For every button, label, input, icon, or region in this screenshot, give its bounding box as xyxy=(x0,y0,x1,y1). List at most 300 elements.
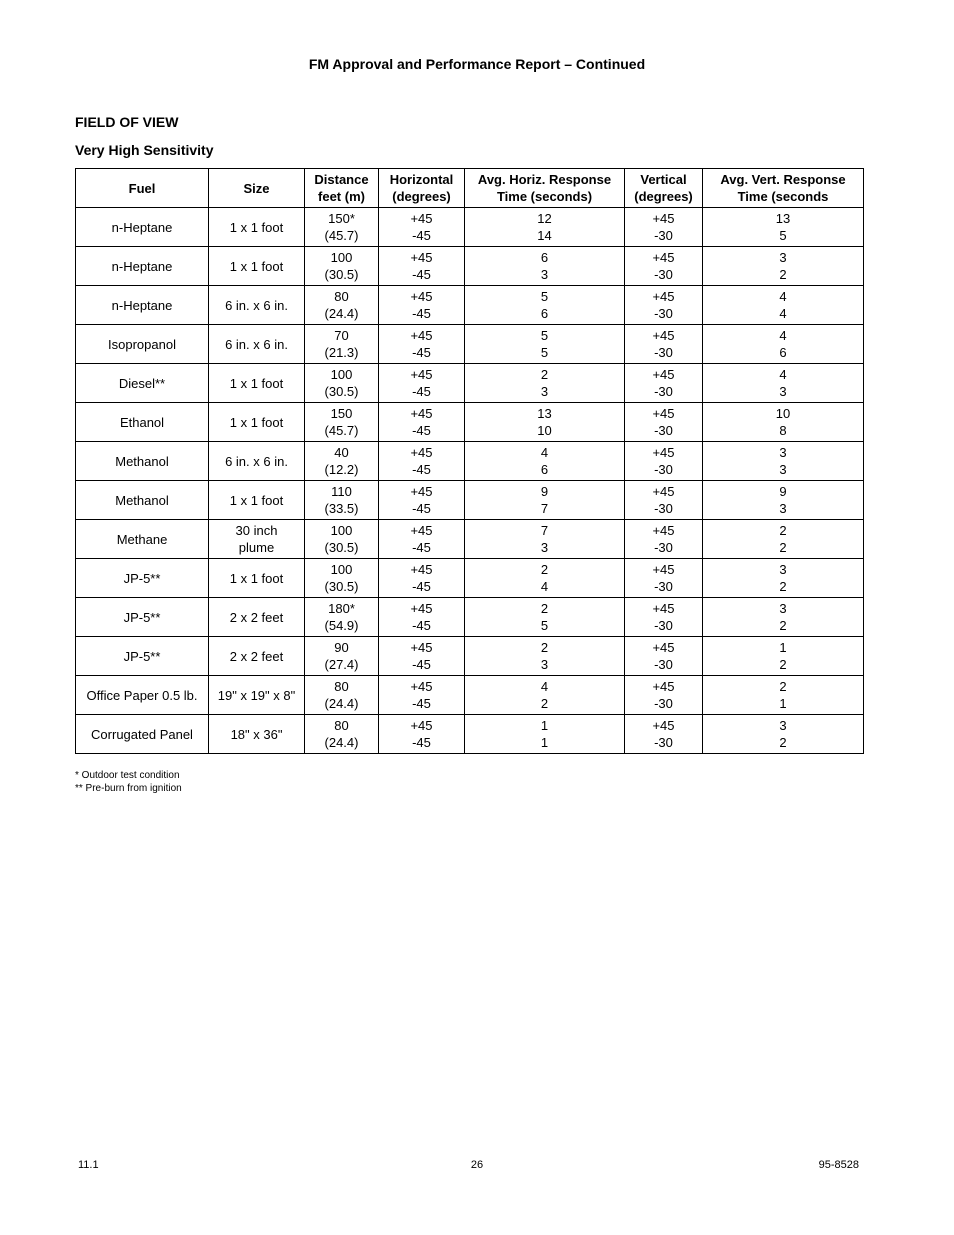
cell-vertical xyxy=(625,637,703,676)
cell-vertical-line: -30 xyxy=(654,540,673,555)
cell-size-line: 6 in. x 6 in. xyxy=(225,453,288,469)
section-title: FIELD OF VIEW xyxy=(75,114,179,130)
cell-distance-line: (30.5) xyxy=(324,540,359,555)
cell-avg-horiz-response-line: 5 xyxy=(540,289,549,304)
cell-distance xyxy=(305,325,379,364)
cell-horizontal xyxy=(379,520,465,559)
cell-vertical-line: +45 xyxy=(652,640,675,655)
column-header-horizontal-line: Horizontal xyxy=(389,172,454,187)
cell-fuel xyxy=(76,637,209,676)
footnotes xyxy=(75,769,182,795)
cell-vertical xyxy=(625,442,703,481)
cell-vertical-line: -30 xyxy=(654,735,673,750)
table-row xyxy=(76,325,864,364)
cell-avg-vert-response-line: 3 xyxy=(779,562,787,577)
cell-horizontal-line: -45 xyxy=(412,345,431,360)
cell-horizontal-line: -45 xyxy=(412,540,431,555)
cell-avg-horiz-response-line: 13 xyxy=(537,406,552,421)
cell-avg-horiz-response-line: 3 xyxy=(540,657,549,672)
table-row xyxy=(76,247,864,286)
cell-vertical-line: +45 xyxy=(652,718,675,733)
cell-distance xyxy=(305,286,379,325)
table-body xyxy=(76,208,864,754)
cell-fuel xyxy=(76,520,209,559)
cell-avg-vert-response-line: 2 xyxy=(779,657,787,672)
table-row xyxy=(76,208,864,247)
cell-size xyxy=(209,364,305,403)
cell-vertical-line: -30 xyxy=(654,579,673,594)
cell-avg-horiz-response-line: 10 xyxy=(537,423,552,438)
cell-distance-line: 100 xyxy=(330,250,353,265)
cell-avg-horiz-response xyxy=(465,520,625,559)
cell-avg-horiz-response xyxy=(465,208,625,247)
cell-vertical xyxy=(625,598,703,637)
cell-horizontal xyxy=(379,364,465,403)
cell-fuel xyxy=(76,715,209,754)
cell-avg-vert-response-line: 2 xyxy=(779,579,787,594)
cell-fuel-line: n-Heptane xyxy=(111,219,173,235)
cell-size xyxy=(209,676,305,715)
cell-distance-line: 180* xyxy=(328,601,355,616)
cell-size-line: 1 x 1 foot xyxy=(229,570,284,586)
table-row xyxy=(76,598,864,637)
cell-horizontal-line: +45 xyxy=(410,640,433,655)
cell-fuel-line: Methanol xyxy=(115,492,169,508)
cell-fuel-line: Methanol xyxy=(115,453,169,469)
cell-avg-horiz-response xyxy=(465,247,625,286)
cell-avg-vert-response-line: 2 xyxy=(779,267,787,282)
cell-vertical-line: +45 xyxy=(652,328,675,343)
cell-size-line: 1 x 1 foot xyxy=(229,219,284,235)
cell-fuel-line: n-Heptane xyxy=(111,258,173,274)
cell-distance-line: 40 xyxy=(334,445,349,460)
cell-avg-horiz-response-line: 3 xyxy=(540,540,549,555)
cell-avg-vert-response-line: 4 xyxy=(779,328,787,343)
cell-horizontal-line: +45 xyxy=(410,250,433,265)
cell-distance-line: 150* xyxy=(328,211,355,226)
cell-vertical-line: -30 xyxy=(654,696,673,711)
cell-horizontal-line: -45 xyxy=(412,462,431,477)
cell-fuel xyxy=(76,598,209,637)
cell-horizontal-line: -45 xyxy=(412,306,431,321)
cell-avg-horiz-response-line: 4 xyxy=(540,445,549,460)
cell-distance-line: (24.4) xyxy=(324,735,359,750)
table-row xyxy=(76,442,864,481)
table-row xyxy=(76,481,864,520)
cell-horizontal xyxy=(379,286,465,325)
table-header-row xyxy=(76,169,864,208)
cell-size-line: 6 in. x 6 in. xyxy=(225,336,288,352)
cell-fuel-line: Office Paper 0.5 lb. xyxy=(86,687,198,703)
cell-horizontal-line: +45 xyxy=(410,679,433,694)
column-header-avg-horiz-response-line: Avg. Horiz. Response xyxy=(477,172,612,187)
cell-distance-line: 100 xyxy=(330,562,353,577)
cell-vertical-line: -30 xyxy=(654,306,673,321)
cell-avg-vert-response-line: 3 xyxy=(779,250,787,265)
cell-avg-horiz-response xyxy=(465,364,625,403)
cell-avg-vert-response-line: 3 xyxy=(779,718,787,733)
cell-distance-line: (45.7) xyxy=(324,228,359,243)
cell-horizontal-line: -45 xyxy=(412,696,431,711)
cell-avg-horiz-response-line: 3 xyxy=(540,267,549,282)
cell-avg-vert-response xyxy=(703,559,864,598)
cell-vertical-line: -30 xyxy=(654,267,673,282)
cell-size xyxy=(209,559,305,598)
cell-fuel xyxy=(76,286,209,325)
cell-vertical-line: +45 xyxy=(652,406,675,421)
column-header-avg-vert-response xyxy=(703,169,864,208)
cell-distance-line: 80 xyxy=(334,679,349,694)
cell-distance xyxy=(305,715,379,754)
cell-avg-horiz-response-line: 2 xyxy=(540,601,549,616)
cell-avg-horiz-response-line: 2 xyxy=(540,640,549,655)
cell-vertical-line: +45 xyxy=(652,367,675,382)
cell-size xyxy=(209,598,305,637)
cell-distance-line: (12.2) xyxy=(324,462,359,477)
cell-avg-vert-response-line: 2 xyxy=(779,523,787,538)
cell-avg-horiz-response-line: 6 xyxy=(540,306,549,321)
cell-avg-vert-response xyxy=(703,364,864,403)
cell-avg-horiz-response-line: 5 xyxy=(540,328,549,343)
table-row xyxy=(76,520,864,559)
cell-vertical-line: -30 xyxy=(654,345,673,360)
cell-vertical-line: -30 xyxy=(654,384,673,399)
cell-distance xyxy=(305,208,379,247)
cell-avg-horiz-response xyxy=(465,637,625,676)
cell-avg-horiz-response-line: 4 xyxy=(540,579,549,594)
cell-vertical-line: -30 xyxy=(654,657,673,672)
cell-vertical xyxy=(625,403,703,442)
cell-distance-line: (24.4) xyxy=(324,696,359,711)
cell-vertical xyxy=(625,520,703,559)
cell-horizontal-line: -45 xyxy=(412,267,431,282)
cell-horizontal xyxy=(379,208,465,247)
cell-fuel-line: Isopropanol xyxy=(108,336,176,352)
cell-avg-vert-response-line: 3 xyxy=(779,462,787,477)
cell-fuel-line: Ethanol xyxy=(119,414,165,430)
cell-horizontal-line: +45 xyxy=(410,328,433,343)
cell-size xyxy=(209,208,305,247)
column-header-horizontal xyxy=(379,169,465,208)
cell-horizontal-line: +45 xyxy=(410,562,433,577)
cell-distance xyxy=(305,247,379,286)
cell-distance-line: 100 xyxy=(330,367,353,382)
cell-avg-vert-response-line: 4 xyxy=(779,289,787,304)
cell-vertical xyxy=(625,715,703,754)
cell-horizontal xyxy=(379,598,465,637)
footer-doc-number: 95-8528 xyxy=(818,1159,859,1171)
cell-distance-line: (30.5) xyxy=(324,579,359,594)
cell-size-line: 2 x 2 feet xyxy=(229,648,284,664)
cell-distance xyxy=(305,676,379,715)
cell-avg-vert-response-line: 3 xyxy=(779,384,787,399)
column-header-fuel-line: Fuel xyxy=(128,180,156,196)
cell-distance xyxy=(305,520,379,559)
cell-fuel xyxy=(76,247,209,286)
footer-page-number: 26 xyxy=(470,1159,484,1171)
cell-vertical xyxy=(625,559,703,598)
cell-avg-horiz-response-line: 1 xyxy=(540,718,549,733)
table-row xyxy=(76,286,864,325)
table-row xyxy=(76,676,864,715)
column-header-vertical-line: Vertical xyxy=(640,172,687,187)
sub-title: Very High Sensitivity xyxy=(75,142,214,158)
cell-horizontal-line: +45 xyxy=(410,484,433,499)
cell-size xyxy=(209,325,305,364)
cell-avg-vert-response xyxy=(703,286,864,325)
cell-avg-vert-response xyxy=(703,247,864,286)
column-header-distance-line: Distance xyxy=(314,172,369,187)
cell-size-line: 6 in. x 6 in. xyxy=(225,297,288,313)
cell-avg-horiz-response xyxy=(465,715,625,754)
cell-distance xyxy=(305,637,379,676)
cell-size xyxy=(209,247,305,286)
column-header-avg-vert-response-line: Time (seconds xyxy=(737,189,829,204)
cell-fuel xyxy=(76,364,209,403)
cell-horizontal-line: +45 xyxy=(410,367,433,382)
cell-vertical-line: +45 xyxy=(652,289,675,304)
cell-distance-line: (33.5) xyxy=(324,501,359,516)
cell-avg-vert-response-line: 2 xyxy=(779,540,787,555)
cell-distance-line: 100 xyxy=(330,523,353,538)
cell-size xyxy=(209,442,305,481)
cell-horizontal-line: +45 xyxy=(410,289,433,304)
footer-revision: 11.1 xyxy=(78,1159,99,1171)
cell-fuel xyxy=(76,676,209,715)
cell-size-line: 1 x 1 foot xyxy=(229,414,284,430)
cell-avg-horiz-response-line: 2 xyxy=(540,696,549,711)
cell-avg-horiz-response-line: 4 xyxy=(540,679,549,694)
cell-fuel xyxy=(76,208,209,247)
cell-avg-horiz-response xyxy=(465,286,625,325)
cell-vertical-line: +45 xyxy=(652,484,675,499)
column-header-size-line: Size xyxy=(243,180,270,196)
table-row xyxy=(76,715,864,754)
cell-fuel-line: Corrugated Panel xyxy=(91,726,193,742)
cell-size-line: 2 x 2 feet xyxy=(229,609,284,625)
cell-horizontal xyxy=(379,559,465,598)
cell-avg-vert-response xyxy=(703,676,864,715)
cell-vertical-line: +45 xyxy=(652,601,675,616)
cell-avg-horiz-response xyxy=(465,481,625,520)
cell-avg-horiz-response xyxy=(465,676,625,715)
cell-vertical xyxy=(625,325,703,364)
cell-distance xyxy=(305,442,379,481)
column-header-distance-line: feet (m) xyxy=(318,189,365,204)
cell-avg-horiz-response-line: 14 xyxy=(537,228,552,243)
cell-avg-vert-response-line: 1 xyxy=(779,696,787,711)
cell-horizontal-line: +45 xyxy=(410,445,433,460)
column-header-size xyxy=(209,169,305,208)
cell-avg-horiz-response-line: 1 xyxy=(540,735,549,750)
cell-avg-vert-response-line: 13 xyxy=(775,211,791,226)
cell-size-line: 1 x 1 foot xyxy=(229,492,284,508)
cell-avg-horiz-response-line: 5 xyxy=(540,618,549,633)
cell-avg-vert-response xyxy=(703,442,864,481)
table-row xyxy=(76,637,864,676)
cell-vertical-line: -30 xyxy=(654,618,673,633)
cell-size-line: 18" x 36" xyxy=(230,726,283,742)
cell-size-line: 30 inch xyxy=(235,523,278,538)
column-header-vertical xyxy=(625,169,703,208)
cell-size-line: plume xyxy=(238,540,275,555)
cell-distance xyxy=(305,559,379,598)
cell-horizontal-line: +45 xyxy=(410,718,433,733)
cell-vertical xyxy=(625,286,703,325)
cell-distance-line: (21.3) xyxy=(324,345,359,360)
cell-vertical xyxy=(625,676,703,715)
cell-avg-vert-response-line: 4 xyxy=(779,367,787,382)
cell-horizontal-line: +45 xyxy=(410,523,433,538)
page-header-title: FM Approval and Performance Report – Continued xyxy=(308,56,646,72)
cell-avg-horiz-response-line: 6 xyxy=(540,462,549,477)
cell-horizontal-line: +45 xyxy=(410,211,433,226)
column-header-horizontal-line: (degrees) xyxy=(392,189,451,204)
cell-fuel xyxy=(76,559,209,598)
cell-size xyxy=(209,481,305,520)
cell-avg-vert-response-line: 3 xyxy=(779,445,787,460)
cell-avg-horiz-response xyxy=(465,325,625,364)
cell-avg-horiz-response-line: 3 xyxy=(540,384,549,399)
cell-distance-line: (45.7) xyxy=(324,423,359,438)
cell-size xyxy=(209,520,305,559)
cell-horizontal xyxy=(379,637,465,676)
cell-avg-horiz-response xyxy=(465,598,625,637)
cell-avg-vert-response-line: 5 xyxy=(779,228,787,243)
cell-fuel xyxy=(76,403,209,442)
cell-horizontal-line: -45 xyxy=(412,384,431,399)
cell-vertical-line: +45 xyxy=(652,445,675,460)
cell-avg-vert-response-line: 8 xyxy=(779,423,787,438)
field-of-view-table xyxy=(75,168,864,754)
cell-avg-horiz-response-line: 6 xyxy=(540,250,549,265)
cell-avg-vert-response xyxy=(703,598,864,637)
cell-horizontal-line: -45 xyxy=(412,657,431,672)
cell-avg-vert-response xyxy=(703,325,864,364)
cell-fuel xyxy=(76,481,209,520)
cell-distance-line: (54.9) xyxy=(324,618,359,633)
cell-distance xyxy=(305,481,379,520)
cell-distance-line: 70 xyxy=(334,328,349,343)
cell-avg-vert-response xyxy=(703,520,864,559)
cell-avg-vert-response xyxy=(703,715,864,754)
cell-fuel-line: n-Heptane xyxy=(111,297,173,313)
cell-distance-line: 80 xyxy=(334,289,349,304)
cell-avg-horiz-response-line: 7 xyxy=(540,501,549,516)
cell-size xyxy=(209,637,305,676)
table-row xyxy=(76,403,864,442)
cell-avg-vert-response-line: 10 xyxy=(775,406,791,421)
table-row xyxy=(76,559,864,598)
cell-avg-vert-response-line: 2 xyxy=(779,735,787,750)
cell-vertical xyxy=(625,364,703,403)
cell-size-line: 1 x 1 foot xyxy=(229,375,284,391)
cell-horizontal-line: -45 xyxy=(412,423,431,438)
cell-vertical xyxy=(625,208,703,247)
cell-avg-vert-response-line: 3 xyxy=(779,501,787,516)
footnote-outdoor: * Outdoor test condition xyxy=(75,770,180,781)
cell-vertical-line: -30 xyxy=(654,501,673,516)
cell-avg-horiz-response xyxy=(465,403,625,442)
cell-horizontal xyxy=(379,442,465,481)
cell-size xyxy=(209,403,305,442)
cell-avg-horiz-response-line: 2 xyxy=(540,367,549,382)
cell-vertical xyxy=(625,247,703,286)
cell-avg-vert-response xyxy=(703,403,864,442)
cell-avg-vert-response-line: 2 xyxy=(779,679,787,694)
cell-distance-line: 80 xyxy=(334,718,349,733)
cell-distance-line: (30.5) xyxy=(324,267,359,282)
cell-vertical-line: +45 xyxy=(652,523,675,538)
cell-avg-vert-response-line: 6 xyxy=(779,345,787,360)
cell-horizontal xyxy=(379,676,465,715)
cell-avg-vert-response xyxy=(703,637,864,676)
cell-avg-horiz-response-line: 2 xyxy=(540,562,549,577)
cell-avg-horiz-response-line: 7 xyxy=(540,523,549,538)
cell-fuel xyxy=(76,325,209,364)
cell-avg-vert-response-line: 4 xyxy=(779,306,787,321)
cell-avg-horiz-response xyxy=(465,442,625,481)
cell-avg-vert-response-line: 3 xyxy=(779,601,787,616)
column-header-avg-vert-response-line: Avg. Vert. Response xyxy=(720,172,846,187)
cell-horizontal xyxy=(379,403,465,442)
cell-size xyxy=(209,715,305,754)
cell-distance-line: (24.4) xyxy=(324,306,359,321)
column-header-vertical-line: (degrees) xyxy=(634,189,693,204)
cell-distance xyxy=(305,598,379,637)
column-header-avg-horiz-response-line: Time (seconds) xyxy=(496,189,593,204)
column-header-distance xyxy=(305,169,379,208)
cell-distance xyxy=(305,364,379,403)
cell-distance-line: 110 xyxy=(331,484,352,499)
footnote-preburn: ** Pre-burn from ignition xyxy=(75,783,182,794)
cell-fuel xyxy=(76,442,209,481)
cell-vertical-line: -30 xyxy=(654,423,673,438)
cell-size-line: 19" x 19" x 8" xyxy=(217,687,296,703)
cell-size xyxy=(209,286,305,325)
column-header-fuel xyxy=(76,169,209,208)
cell-horizontal xyxy=(379,247,465,286)
cell-fuel-line: Methane xyxy=(116,531,168,547)
cell-avg-vert-response-line: 2 xyxy=(779,618,787,633)
cell-horizontal-line: +45 xyxy=(410,601,433,616)
cell-distance xyxy=(305,403,379,442)
cell-avg-vert-response-line: 1 xyxy=(779,640,787,655)
cell-vertical-line: -30 xyxy=(654,462,673,477)
cell-fuel-line: JP-5** xyxy=(123,648,161,664)
cell-horizontal-line: +45 xyxy=(410,406,433,421)
cell-horizontal-line: -45 xyxy=(412,735,431,750)
cell-avg-vert-response xyxy=(703,481,864,520)
cell-avg-horiz-response-line: 12 xyxy=(537,211,552,226)
cell-vertical-line: -30 xyxy=(654,228,673,243)
cell-avg-vert-response xyxy=(703,208,864,247)
cell-vertical-line: +45 xyxy=(652,250,675,265)
cell-horizontal xyxy=(379,715,465,754)
cell-avg-horiz-response-line: 5 xyxy=(540,345,549,360)
table-header xyxy=(76,169,864,208)
table-row xyxy=(76,364,864,403)
cell-vertical-line: +45 xyxy=(652,562,675,577)
cell-distance-line: (30.5) xyxy=(324,384,359,399)
cell-distance-line: 90 xyxy=(334,640,349,655)
cell-horizontal-line: -45 xyxy=(412,618,431,633)
cell-avg-horiz-response-line: 9 xyxy=(540,484,549,499)
cell-size-line: 1 x 1 foot xyxy=(229,258,284,274)
cell-avg-horiz-response xyxy=(465,559,625,598)
cell-distance-line: (27.4) xyxy=(324,657,359,672)
cell-horizontal-line: -45 xyxy=(412,579,431,594)
